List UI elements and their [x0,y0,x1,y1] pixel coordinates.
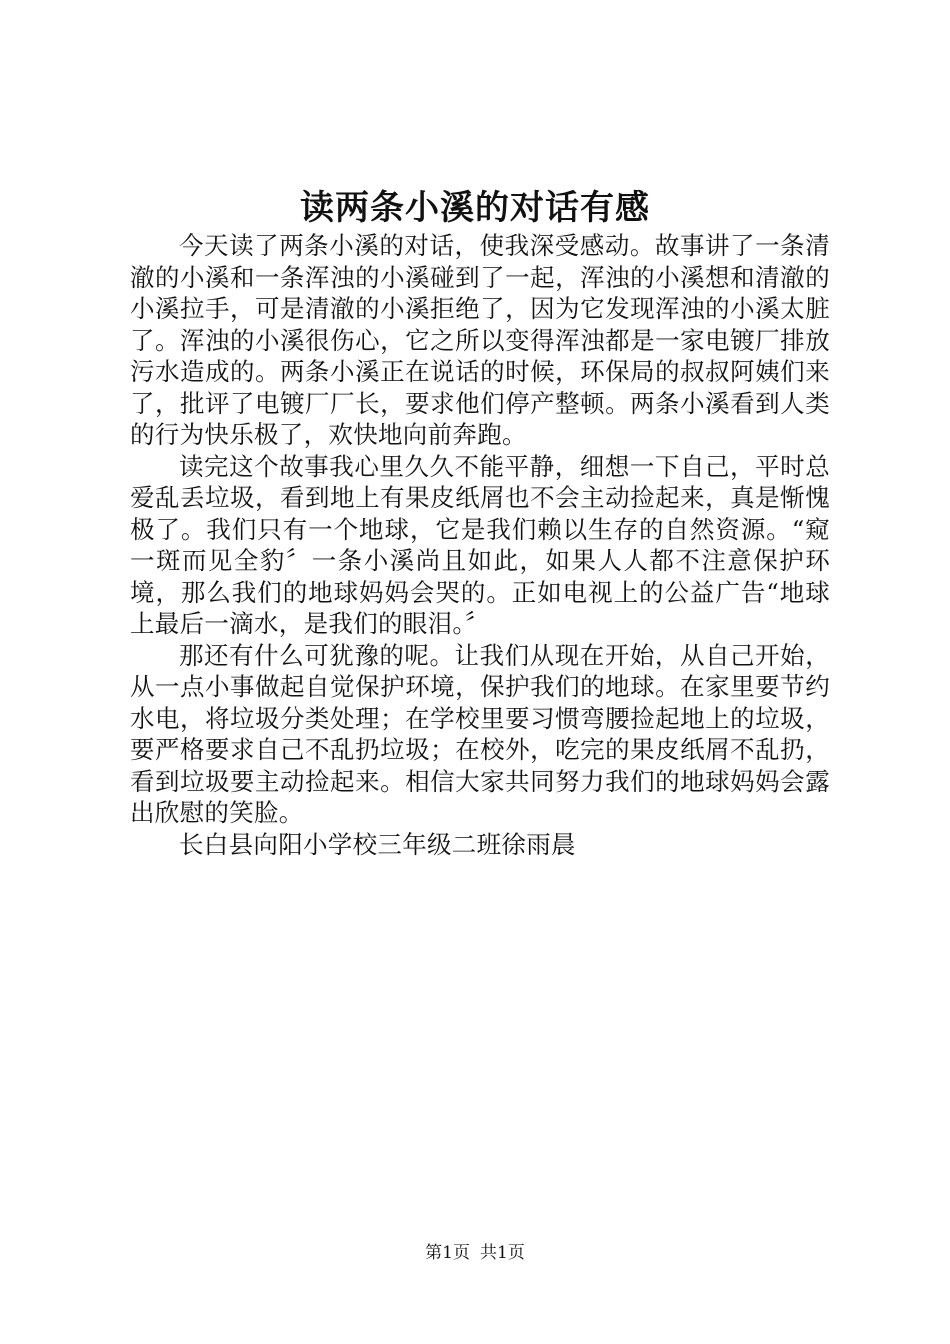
page-number: 第1页 [425,1243,470,1263]
page-footer [0,1241,950,1265]
paragraph-2: 读完这个故事我心里久久不能平静，细想一下自己，平时总爱乱丢垃圾，看到地上有果皮纸屑也不会主动捡起来，真是惭愧极了。我们只有一个地球，它是我们赖以生存的自然资源。“窥一斑而见全豹〞一条小溪尚且如此，如果人人都不注意保护环境，那么我们的地球妈妈会哭的。正如电视上的公益广告“地球上最后一滴水，是我们的眼泪。〞 [130,451,831,638]
page-total: 共1页 [480,1243,525,1263]
paragraph-3: 那还有什么可犹豫的呢。让我们从现在开始，从自己开始，从一点小事做起自觉保护环境，保护我们的地球。在家里要节约水电，将垃圾分类处理；在学校里要习惯弯腰捡起地上的垃圾，要严格要求自己不乱扔垃圾；在校外，吃完的果皮纸屑不乱扔，看到垃圾要主动捡起来。相信大家共同努力我们的地球妈妈会露出欣慰的笑脸。 [130,640,830,827]
author-signature: 长白县向阳小学校三年级二班徐雨晨 [179,829,576,859]
page-title: 读两条小溪的对话有感 [300,188,650,228]
document-body [130,230,830,860]
paragraph-1: 今天读了两条小溪的对话，使我深受感动。故事讲了一条清澈的小溪和一条浑浊的小溪碰到了一起，浑浊的小溪想和清澈的小溪拉手，可是清澈的小溪拒绝了，因为它发现浑浊的小溪太脏了。浑浊的小溪很伤心，它之所以变得浑浊都是一家电镀厂排放污水造成的。两条小溪正在说话的时候，环保局的叔叔阿姨们来了，批评了电镀厂厂长，要求他们停产整顿。两条小溪看到人类的行为快乐极了，欢快地向前奔跑。 [130,231,830,449]
